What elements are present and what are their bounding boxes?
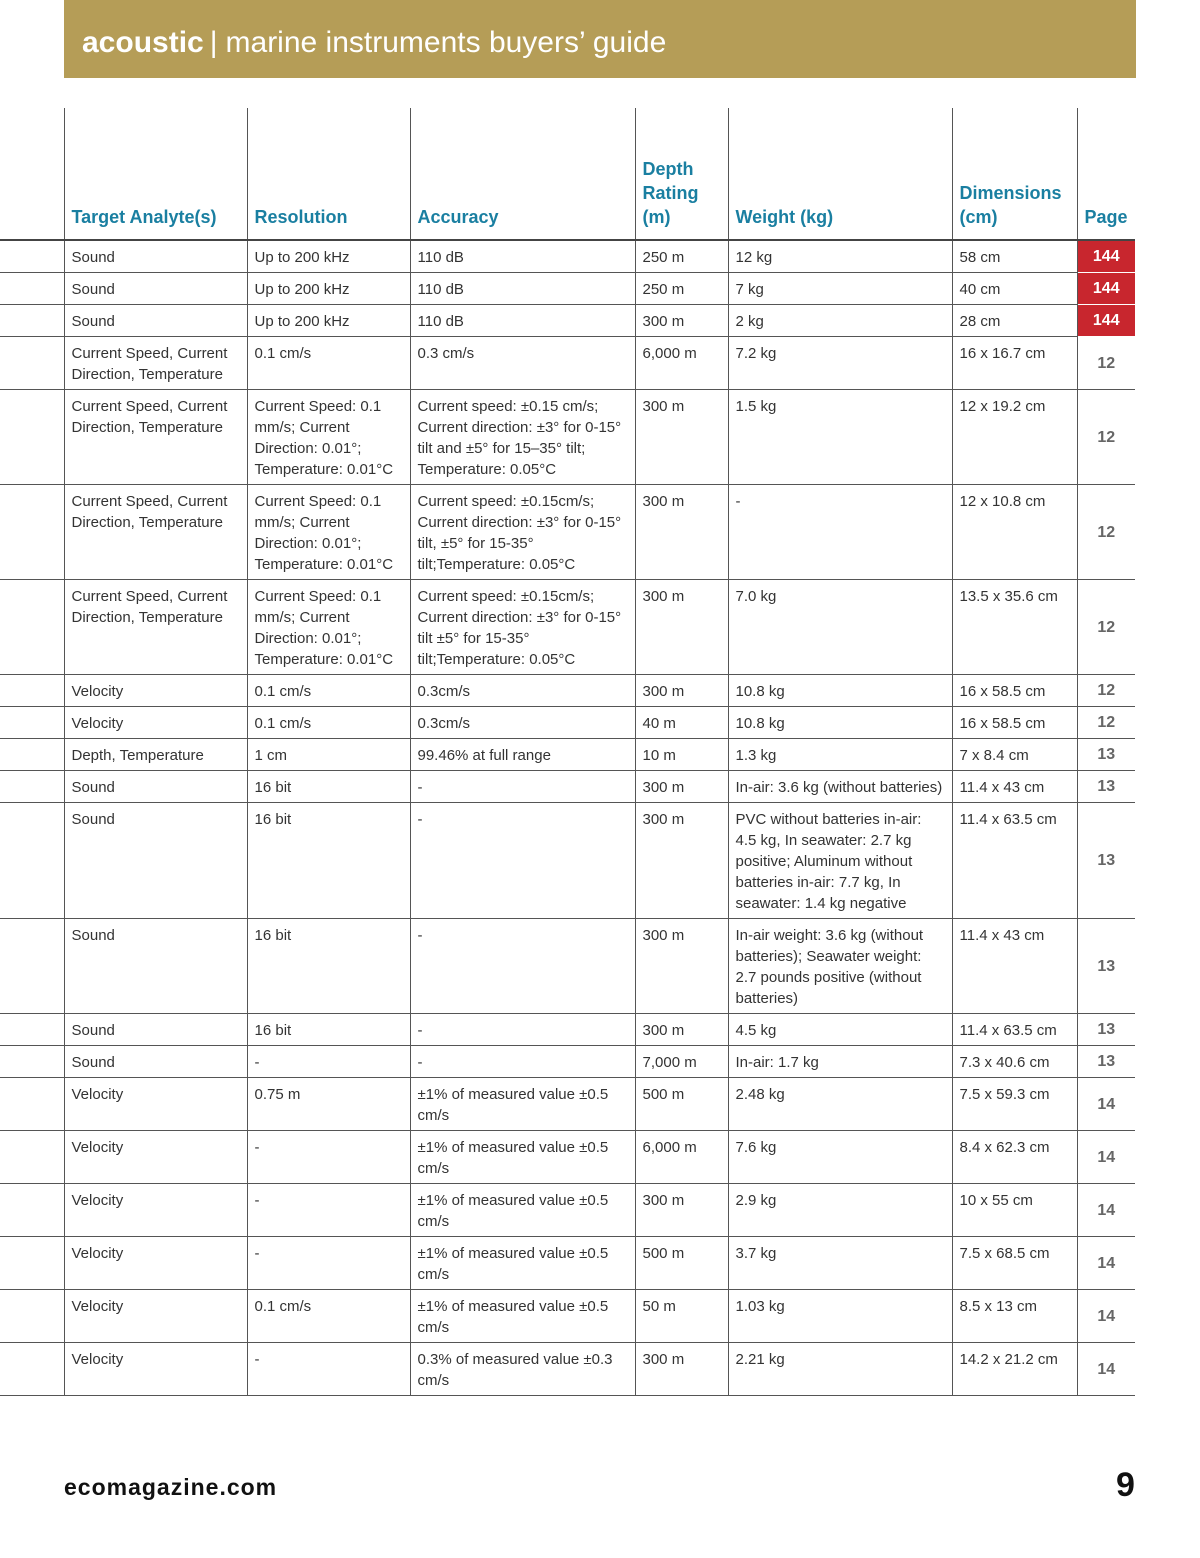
table-cell: 16 bit <box>247 803 410 919</box>
table-cell: 7 kg <box>728 273 952 305</box>
row-spacer <box>0 739 64 771</box>
table-cell: 500 m <box>635 1078 728 1131</box>
table-row <box>0 390 1135 485</box>
row-spacer <box>0 771 64 803</box>
row-spacer <box>0 485 64 580</box>
table-cell: 16 bit <box>247 919 410 1014</box>
row-spacer <box>0 1014 64 1046</box>
table-cell: 110 dB <box>410 273 635 305</box>
table-cell: 28 cm <box>952 305 1077 337</box>
page-cell: 12 <box>1077 390 1135 485</box>
table-cell: 300 m <box>635 1014 728 1046</box>
table-cell: In-air: 1.7 kg <box>728 1046 952 1078</box>
column-header: Target Analyte(s) <box>64 108 247 240</box>
column-header: Dimensions (cm) <box>952 108 1077 240</box>
table-cell: 0.75 m <box>247 1078 410 1131</box>
table-cell: 300 m <box>635 771 728 803</box>
table-row <box>0 1237 1135 1290</box>
page-cell: 144 <box>1077 305 1135 337</box>
table-cell: - <box>247 1237 410 1290</box>
table-row <box>0 337 1135 390</box>
column-header: Accuracy <box>410 108 635 240</box>
table-cell: Velocity <box>64 1237 247 1290</box>
table-cell: Velocity <box>64 1184 247 1237</box>
table-cell: 11.4 x 63.5 cm <box>952 803 1077 919</box>
table-cell: 7 x 8.4 cm <box>952 739 1077 771</box>
page-cell: 13 <box>1077 1014 1135 1046</box>
table-cell: 0.1 cm/s <box>247 675 410 707</box>
table-cell: 10.8 kg <box>728 707 952 739</box>
page-cell: 12 <box>1077 675 1135 707</box>
table-cell: 11.4 x 63.5 cm <box>952 1014 1077 1046</box>
table-row <box>0 485 1135 580</box>
header-banner <box>64 0 1136 78</box>
table-cell: Current speed: ±0.15cm/s; Current direction: ±3° for 0-15° tilt ±5° for 15-35° tilt;Temperature: 0.05°C <box>410 580 635 675</box>
row-spacer <box>0 305 64 337</box>
table-cell: 300 m <box>635 580 728 675</box>
table-cell: - <box>410 919 635 1014</box>
table-cell: 0.3 cm/s <box>410 337 635 390</box>
page-cell: 12 <box>1077 707 1135 739</box>
page-cell: 13 <box>1077 739 1135 771</box>
table-cell: ±1% of measured value ±0.5 cm/s <box>410 1237 635 1290</box>
table-cell: 250 m <box>635 240 728 273</box>
table-cell: 16 x 16.7 cm <box>952 337 1077 390</box>
table-cell: 110 dB <box>410 240 635 273</box>
table-cell: Current Speed, Current Direction, Temperature <box>64 580 247 675</box>
table-cell: 4.5 kg <box>728 1014 952 1046</box>
table-cell: 300 m <box>635 390 728 485</box>
table-cell: - <box>410 771 635 803</box>
table-cell: ±1% of measured value ±0.5 cm/s <box>410 1131 635 1184</box>
row-spacer <box>0 273 64 305</box>
table-cell: 10 m <box>635 739 728 771</box>
table-cell: Sound <box>64 771 247 803</box>
column-header: Weight (kg) <box>728 108 952 240</box>
table-cell: - <box>410 1046 635 1078</box>
page-cell: 14 <box>1077 1343 1135 1396</box>
table-cell: - <box>247 1184 410 1237</box>
table-header-row <box>0 108 1135 240</box>
footer-page-number: 9 <box>1116 1466 1135 1504</box>
table-cell: 7.5 x 68.5 cm <box>952 1237 1077 1290</box>
table-cell: 7.2 kg <box>728 337 952 390</box>
table-cell: 1 cm <box>247 739 410 771</box>
table-row <box>0 1014 1135 1046</box>
table-cell: Current speed: ±0.15 cm/s; Current direction: ±3° for 0-15° tilt and ±5° for 15–35° tilt; Temperature: 0.05°C <box>410 390 635 485</box>
table-cell: Velocity <box>64 1343 247 1396</box>
table-row <box>0 771 1135 803</box>
table-cell: ±1% of measured value ±0.5 cm/s <box>410 1078 635 1131</box>
table-cell: Depth, Temperature <box>64 739 247 771</box>
table-row <box>0 919 1135 1014</box>
table-cell: In-air weight: 3.6 kg (without batteries); Seawater weight: 2.7 pounds positive (without batteries) <box>728 919 952 1014</box>
table-row <box>0 273 1135 305</box>
table-cell: Current Speed: 0.1 mm/s; Current Direction: 0.01°; Temperature: 0.01°C <box>247 390 410 485</box>
table-cell: 3.7 kg <box>728 1237 952 1290</box>
table-cell: 6,000 m <box>635 1131 728 1184</box>
page-cell: 13 <box>1077 771 1135 803</box>
page-cell: 144 <box>1077 240 1135 273</box>
table-cell: Sound <box>64 240 247 273</box>
table-cell: Up to 200 kHz <box>247 273 410 305</box>
header-separator: | <box>209 26 218 59</box>
table-cell: 40 cm <box>952 273 1077 305</box>
table-cell: Sound <box>64 1014 247 1046</box>
table-cell: 8.4 x 62.3 cm <box>952 1131 1077 1184</box>
page-cell: 14 <box>1077 1078 1135 1131</box>
page-cell: 14 <box>1077 1131 1135 1184</box>
table-cell: 10 x 55 cm <box>952 1184 1077 1237</box>
row-spacer <box>0 337 64 390</box>
table-cell: 300 m <box>635 305 728 337</box>
table-cell: 300 m <box>635 1343 728 1396</box>
table-cell: Current speed: ±0.15cm/s; Current direction: ±3° for 0-15° tilt, ±5° for 15-35° tilt;Temperature: 0.05°C <box>410 485 635 580</box>
row-spacer <box>0 919 64 1014</box>
row-spacer <box>0 675 64 707</box>
row-spacer <box>0 1046 64 1078</box>
table-cell: Sound <box>64 305 247 337</box>
table-row <box>0 1343 1135 1396</box>
column-header: Resolution <box>247 108 410 240</box>
table-cell: - <box>410 803 635 919</box>
row-spacer <box>0 580 64 675</box>
row-spacer <box>0 1237 64 1290</box>
table-cell: Up to 200 kHz <box>247 240 410 273</box>
table-cell: 300 m <box>635 1184 728 1237</box>
row-spacer <box>0 1078 64 1131</box>
table-cell: Current Speed: 0.1 mm/s; Current Direction: 0.01°; Temperature: 0.01°C <box>247 580 410 675</box>
table-cell: 7,000 m <box>635 1046 728 1078</box>
table-cell: 1.5 kg <box>728 390 952 485</box>
table-cell: 50 m <box>635 1290 728 1343</box>
table-cell: - <box>247 1343 410 1396</box>
table-row <box>0 1184 1135 1237</box>
table-cell: 58 cm <box>952 240 1077 273</box>
table-cell: 16 bit <box>247 771 410 803</box>
table-row <box>0 739 1135 771</box>
table-cell: - <box>247 1046 410 1078</box>
page-cell: 13 <box>1077 803 1135 919</box>
table-cell: 7.3 x 40.6 cm <box>952 1046 1077 1078</box>
table-cell: 2.48 kg <box>728 1078 952 1131</box>
table-cell: 2.21 kg <box>728 1343 952 1396</box>
table-row <box>0 1078 1135 1131</box>
spec-table <box>0 108 1135 1396</box>
table-cell: 7.0 kg <box>728 580 952 675</box>
page-cell: 144 <box>1077 273 1135 305</box>
table-cell: 16 x 58.5 cm <box>952 675 1077 707</box>
column-header: Page <box>1077 108 1135 240</box>
table-cell: 250 m <box>635 273 728 305</box>
page-cell: 12 <box>1077 485 1135 580</box>
table-cell: Sound <box>64 919 247 1014</box>
table-cell: Sound <box>64 803 247 919</box>
table-cell: 16 x 58.5 cm <box>952 707 1077 739</box>
row-spacer <box>0 240 64 273</box>
table-cell: 300 m <box>635 919 728 1014</box>
row-spacer <box>0 1131 64 1184</box>
table-cell: 0.3cm/s <box>410 707 635 739</box>
table-cell: 12 kg <box>728 240 952 273</box>
page-cell: 12 <box>1077 337 1135 390</box>
table-cell: 300 m <box>635 485 728 580</box>
table-cell: 10.8 kg <box>728 675 952 707</box>
table-cell: 7.6 kg <box>728 1131 952 1184</box>
table-cell: 0.3% of measured value ±0.3 cm/s <box>410 1343 635 1396</box>
footer-url: ecomagazine.com <box>64 1474 278 1500</box>
table-cell: In-air: 3.6 kg (without batteries) <box>728 771 952 803</box>
table-row <box>0 240 1135 273</box>
row-spacer <box>0 1343 64 1396</box>
page-cell: 13 <box>1077 1046 1135 1078</box>
table-row <box>0 1290 1135 1343</box>
column-header: Depth Rating (m) <box>635 108 728 240</box>
row-spacer <box>0 1184 64 1237</box>
table-body <box>0 240 1135 1396</box>
page-cell: 12 <box>1077 580 1135 675</box>
table-cell: Sound <box>64 273 247 305</box>
table-cell: 12 x 19.2 cm <box>952 390 1077 485</box>
page-cell: 14 <box>1077 1184 1135 1237</box>
header-title <box>82 26 666 60</box>
table-cell: 16 bit <box>247 1014 410 1046</box>
table-cell: 500 m <box>635 1237 728 1290</box>
header-spacer <box>0 108 64 240</box>
table-cell: 0.1 cm/s <box>247 337 410 390</box>
table-cell: 1.03 kg <box>728 1290 952 1343</box>
table-row <box>0 707 1135 739</box>
table-cell: Velocity <box>64 1131 247 1184</box>
table-cell: 11.4 x 43 cm <box>952 771 1077 803</box>
row-spacer <box>0 803 64 919</box>
row-spacer <box>0 707 64 739</box>
table-cell: Current Speed, Current Direction, Temperature <box>64 390 247 485</box>
table-cell: 2 kg <box>728 305 952 337</box>
table-cell: Current Speed, Current Direction, Temperature <box>64 337 247 390</box>
table-cell: 13.5 x 35.6 cm <box>952 580 1077 675</box>
table-cell: - <box>728 485 952 580</box>
table-cell: 110 dB <box>410 305 635 337</box>
table-cell: 0.3cm/s <box>410 675 635 707</box>
table-cell: 8.5 x 13 cm <box>952 1290 1077 1343</box>
table-cell: 40 m <box>635 707 728 739</box>
row-spacer <box>0 1290 64 1343</box>
row-spacer <box>0 390 64 485</box>
table-cell: 11.4 x 43 cm <box>952 919 1077 1014</box>
table-row <box>0 305 1135 337</box>
header-brand: acoustic <box>82 26 204 59</box>
table-cell: 14.2 x 21.2 cm <box>952 1343 1077 1396</box>
table-cell: PVC without batteries in-air: 4.5 kg, In seawater: 2.7 kg positive; Aluminum without batteries in-air: 7.7 kg, In seawater: 1.4 kg negative <box>728 803 952 919</box>
table-cell: 6,000 m <box>635 337 728 390</box>
table-row <box>0 1131 1135 1184</box>
table-cell: ±1% of measured value ±0.5 cm/s <box>410 1290 635 1343</box>
table-cell: 300 m <box>635 675 728 707</box>
page-cell: 14 <box>1077 1237 1135 1290</box>
table-cell: ±1% of measured value ±0.5 cm/s <box>410 1184 635 1237</box>
table-cell: Velocity <box>64 675 247 707</box>
page-cell: 13 <box>1077 919 1135 1014</box>
table-cell: - <box>247 1131 410 1184</box>
table-row <box>0 580 1135 675</box>
table-row <box>0 675 1135 707</box>
table-row <box>0 803 1135 919</box>
table-cell: 7.5 x 59.3 cm <box>952 1078 1077 1131</box>
table-cell: 1.3 kg <box>728 739 952 771</box>
table-cell: Current Speed, Current Direction, Temperature <box>64 485 247 580</box>
table-cell: 0.1 cm/s <box>247 707 410 739</box>
table-cell: 12 x 10.8 cm <box>952 485 1077 580</box>
page-cell: 14 <box>1077 1290 1135 1343</box>
table-cell: Current Speed: 0.1 mm/s; Current Direction: 0.01°; Temperature: 0.01°C <box>247 485 410 580</box>
table-cell: - <box>410 1014 635 1046</box>
header-guide-title: marine instruments buyers’ guide <box>225 26 667 59</box>
table-row <box>0 1046 1135 1078</box>
table-cell: Sound <box>64 1046 247 1078</box>
table-cell: 300 m <box>635 803 728 919</box>
table-cell: 2.9 kg <box>728 1184 952 1237</box>
table-cell: 99.46% at full range <box>410 739 635 771</box>
table-cell: Velocity <box>64 707 247 739</box>
table-cell: Velocity <box>64 1290 247 1343</box>
table-cell: Velocity <box>64 1078 247 1131</box>
table-cell: 0.1 cm/s <box>247 1290 410 1343</box>
table-cell: Up to 200 kHz <box>247 305 410 337</box>
